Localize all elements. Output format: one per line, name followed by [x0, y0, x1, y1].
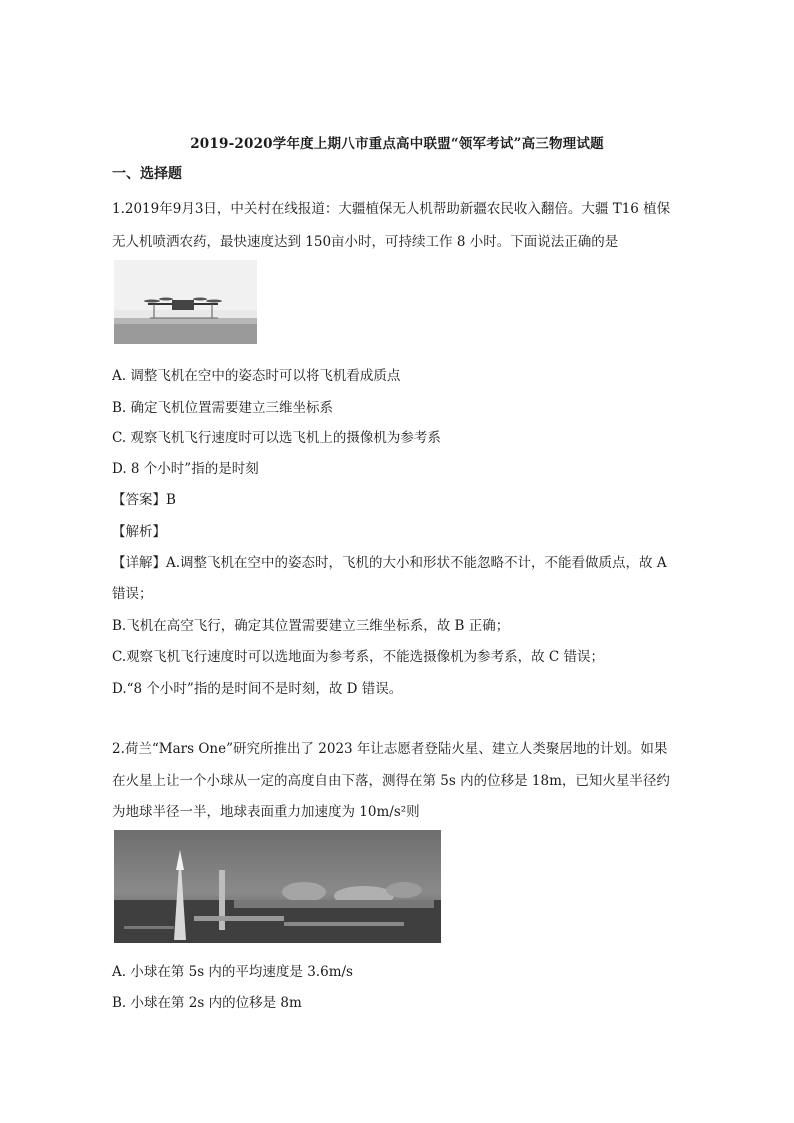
q1-detail-d: D.“8 个小时”指的是时间不是时刻，故 D 错误。 [112, 681, 403, 697]
q1-detail-b: B.飞机在高空飞行，确定其位置需要建立三维坐标系，故 B 正确； [112, 618, 510, 634]
q1-stem-line-2: 无人机喷洒农药，最快速度达到 150亩小时，可持续工作 8 小时。下面说法正确的是 [112, 234, 619, 250]
mars-colony-photo [114, 830, 441, 943]
section-heading: 一、选择题 [112, 166, 182, 182]
q1-option-c: C. 观察飞机飞行速度时可以选飞机上的摄像机为参考系 [112, 430, 441, 446]
page-title: 2019-2020学年度上期八市重点高中联盟“领军考试”高三物理试题 [190, 136, 604, 152]
q1-option-d: D. 8 个小时”指的是时刻 [112, 461, 259, 477]
q2-stem-line-2: 在火星上让一个小球从一定的高度自由下落，测得在第 5s 内的位移是 18m，已知火星半径约 [112, 773, 670, 789]
q1-stem-line-1: 1.2019年9月3日，中关村在线报道：大疆植保无人机帮助新疆农民收入翻倍。大疆 T16 植保 [112, 201, 671, 217]
drone-photo [114, 260, 257, 344]
q2-stem-line-3: 为地球半径一半，地球表面重力加速度为 10m/s²则 [112, 804, 420, 820]
q1-analysis-label: 【解析】 [112, 524, 166, 540]
q2-option-b: B. 小球在第 2s 内的位移是 8m [112, 995, 302, 1011]
q1-detail-c: C.观察飞机飞行速度时可以选地面为参考系，不能选摄像机为参考系，故 C 错误； [112, 649, 605, 665]
q2-stem-line-1: 2.荷兰“Mars One”研究所推出了 2023 年让志愿者登陆火星、建立人类聚居地的计划。如果 [112, 741, 668, 757]
q2-option-a: A. 小球在第 5s 内的平均速度是 3.6m/s [112, 964, 353, 980]
q1-option-b: B. 确定飞机位置需要建立三维坐标系 [112, 400, 334, 416]
q1-detail-line-2: 错误； [112, 586, 153, 602]
q1-detail-line-1: 【详解】A.调整飞机在空中的姿态时，飞机的大小和形状不能忽略不计，不能看做质点，故 A [112, 555, 667, 571]
q1-answer: 【答案】B [112, 492, 176, 508]
q1-option-a: A. 调整飞机在空中的姿态时可以将飞机看成质点 [112, 368, 401, 384]
